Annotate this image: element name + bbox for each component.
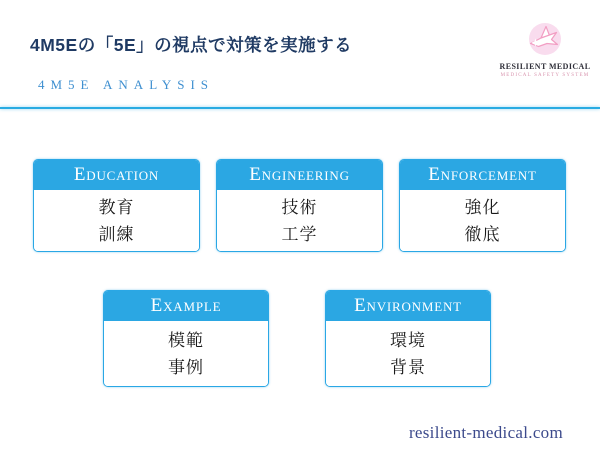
brand-tagline: MEDICAL SAFETY SYSTEM xyxy=(500,73,590,78)
card-enforcement-line-2: 徹底 xyxy=(464,224,501,244)
card-engineering-line-2: 工学 xyxy=(281,224,318,244)
brand-logo xyxy=(495,20,595,78)
card-education-body xyxy=(34,190,199,251)
card-environment-line-2: 背景 xyxy=(390,357,426,377)
card-environment xyxy=(325,290,491,387)
card-education-line-2: 訓練 xyxy=(98,224,135,244)
card-example-line-1: 模範 xyxy=(168,330,204,350)
card-environment-header: Environment xyxy=(326,291,490,321)
card-environment-body xyxy=(326,321,490,386)
card-education-header: Education xyxy=(34,160,199,190)
card-example-body xyxy=(104,321,268,386)
card-example-line-2: 事例 xyxy=(168,357,204,377)
website-url: resilient-medical.com xyxy=(408,423,563,442)
card-engineering-line-1: 技術 xyxy=(281,197,318,217)
card-example-header: Example xyxy=(104,291,268,321)
card-enforcement xyxy=(399,159,566,252)
card-education xyxy=(33,159,200,252)
card-engineering-header: Engineering xyxy=(217,160,382,190)
card-engineering xyxy=(216,159,383,252)
header-divider xyxy=(0,107,600,109)
card-engineering-body xyxy=(217,190,382,251)
card-example xyxy=(103,290,269,387)
card-enforcement-body xyxy=(400,190,565,251)
card-enforcement-line-1: 強化 xyxy=(464,197,501,217)
origami-bird-icon xyxy=(525,20,565,60)
page-title: 4M5Eの「5E」の視点で対策を実施する xyxy=(30,35,353,55)
card-education-line-1: 教育 xyxy=(98,197,135,217)
page-subtitle: 4M5E ANALYSIS xyxy=(38,77,215,92)
card-environment-line-1: 環境 xyxy=(390,330,426,350)
brand-name: RESILIENT MEDICAL xyxy=(499,62,591,71)
card-enforcement-header: Enforcement xyxy=(400,160,565,190)
